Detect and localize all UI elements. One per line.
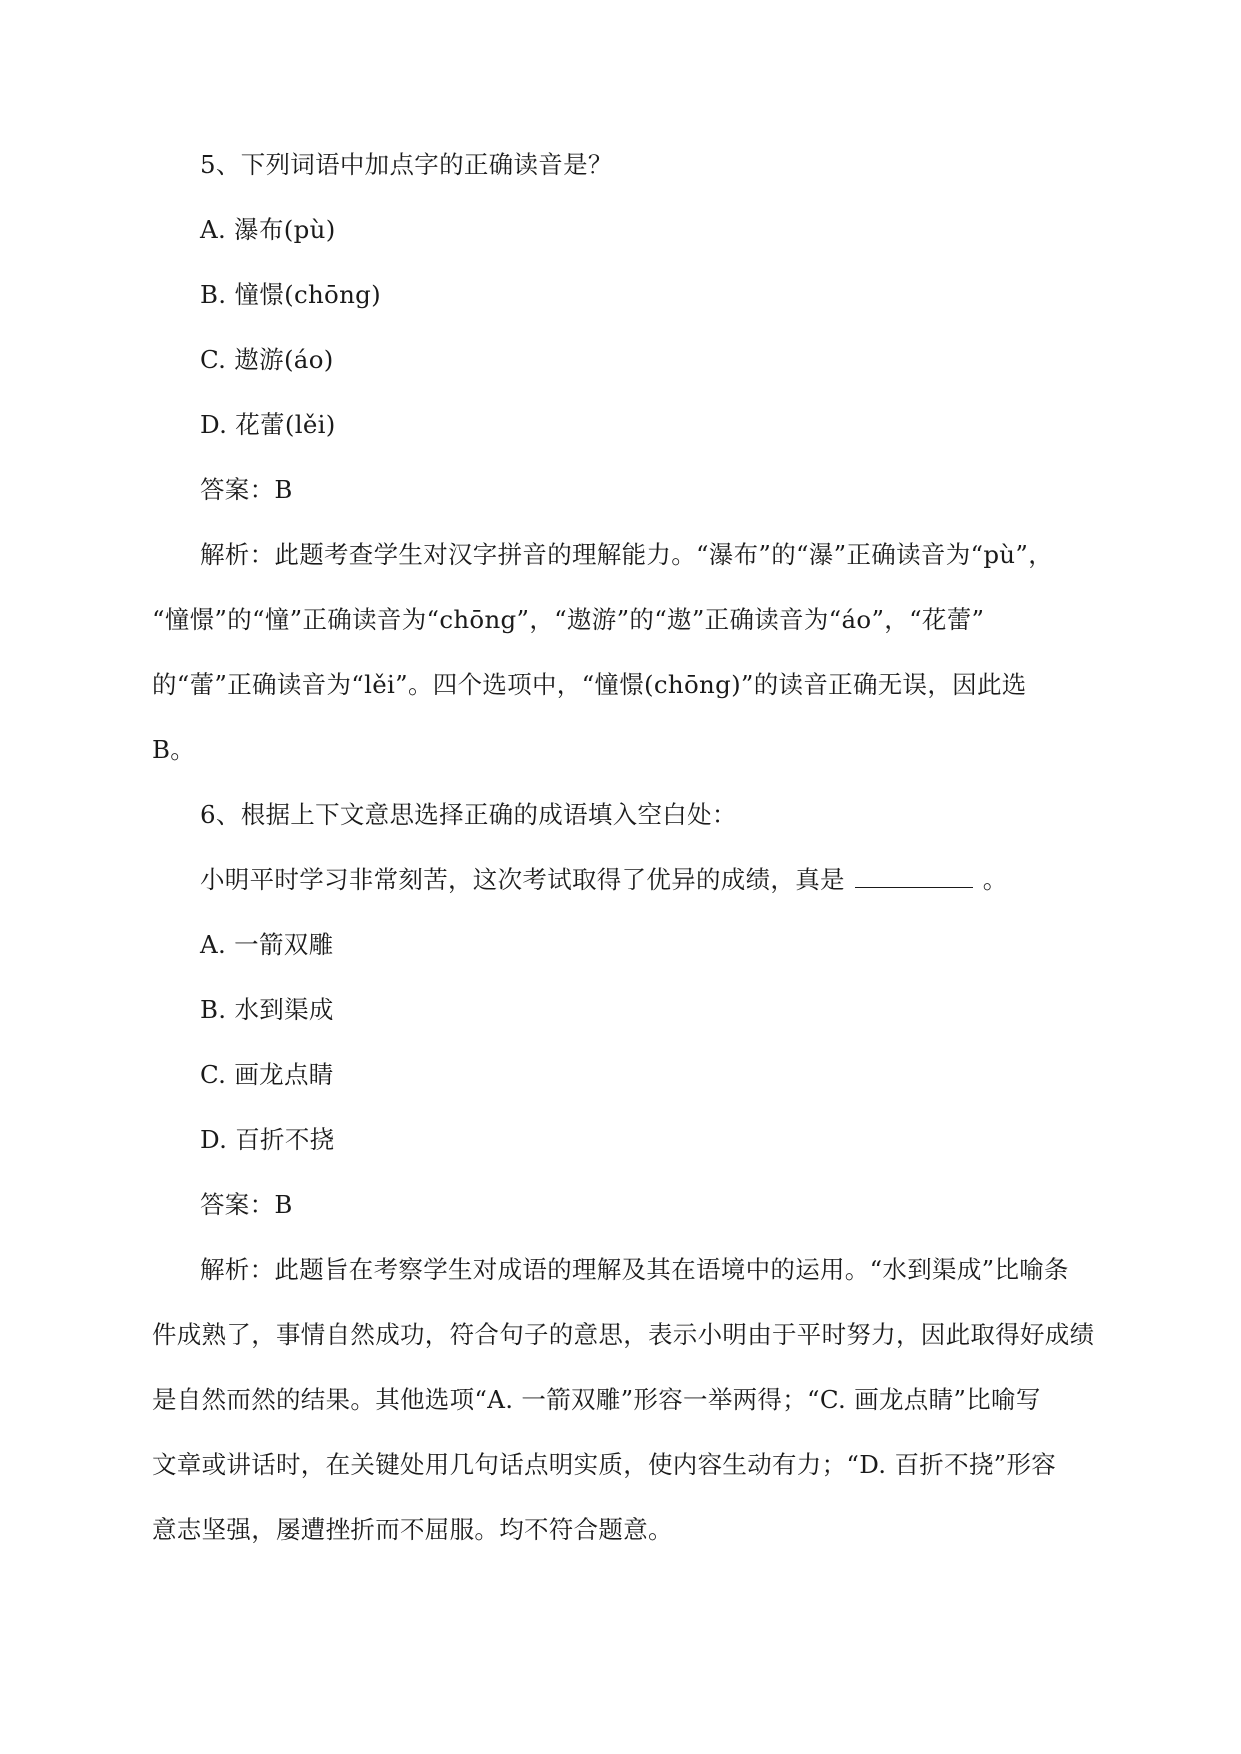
question-6-sentence-text: 小明平时学习非常刻苦，这次考试取得了优异的成绩，真是 (200, 865, 845, 894)
question-6-option-d: D. 百折不挠 (200, 1125, 335, 1154)
question-5-title: 5、下列词语中加点字的正确读音是？ (200, 150, 613, 179)
question-6-analysis-line: 件成熟了，事情自然成功，符合句子的意思，表示小明由于平时努力，因此取得好成绩 (152, 1320, 1095, 1349)
question-6-sentence-end: 。 (982, 865, 1008, 894)
question-6-answer: 答案：B (200, 1190, 293, 1219)
question-6-option-b: B. 水到渠成 (200, 995, 334, 1024)
question-6-analysis-line: 解析：此题旨在考察学生对成语的理解及其在语境中的运用。“水到渠成”比喻条 (200, 1255, 1069, 1284)
question-6-analysis-line: 是自然而然的结果。其他选项“A. 一箭双雕”形容一举两得；“C. 画龙点睛”比喻写 (152, 1385, 1041, 1414)
question-6-option-a: A. 一箭双雕 (200, 930, 334, 959)
question-6-sentence (200, 865, 1092, 895)
question-5-analysis-line: 的“蕾”正确读音为“lěi”。四个选项中，“憧憬(chōng)”的读音正确无误，因此选 (152, 670, 1027, 699)
question-5-analysis-line: B。 (152, 735, 196, 764)
question-5-analysis-line: “憧憬”的“憧”正确读音为“chōng”，“遨游”的“遨”正确读音为“áo”，“花蕾” (152, 605, 985, 634)
question-5-analysis-line: 解析：此题考查学生对汉字拼音的理解能力。“瀑布”的“瀑”正确读音为“pù”， (200, 540, 1054, 569)
question-5-answer: 答案：B (200, 475, 293, 504)
question-5-option-a: A. 瀑布(pù) (200, 215, 336, 244)
question-5-option-c: C. 遨游(áo) (200, 345, 334, 374)
fill-in-blank (855, 869, 973, 888)
question-6-option-c: C. 画龙点睛 (200, 1060, 334, 1089)
question-5-option-b: B. 憧憬(chōng) (200, 280, 382, 309)
question-5-option-d: D. 花蕾(lěi) (200, 410, 336, 439)
question-6-analysis-line: 意志坚强，屡遭挫折而不屈服。均不符合题意。 (152, 1515, 673, 1544)
question-6-title: 6、根据上下文意思选择正确的成语填入空白处： (200, 800, 737, 829)
question-6-analysis-line: 文章或讲话时，在关键处用几句话点明实质，使内容生动有力；“D. 百折不挠”形容 (152, 1450, 1057, 1479)
